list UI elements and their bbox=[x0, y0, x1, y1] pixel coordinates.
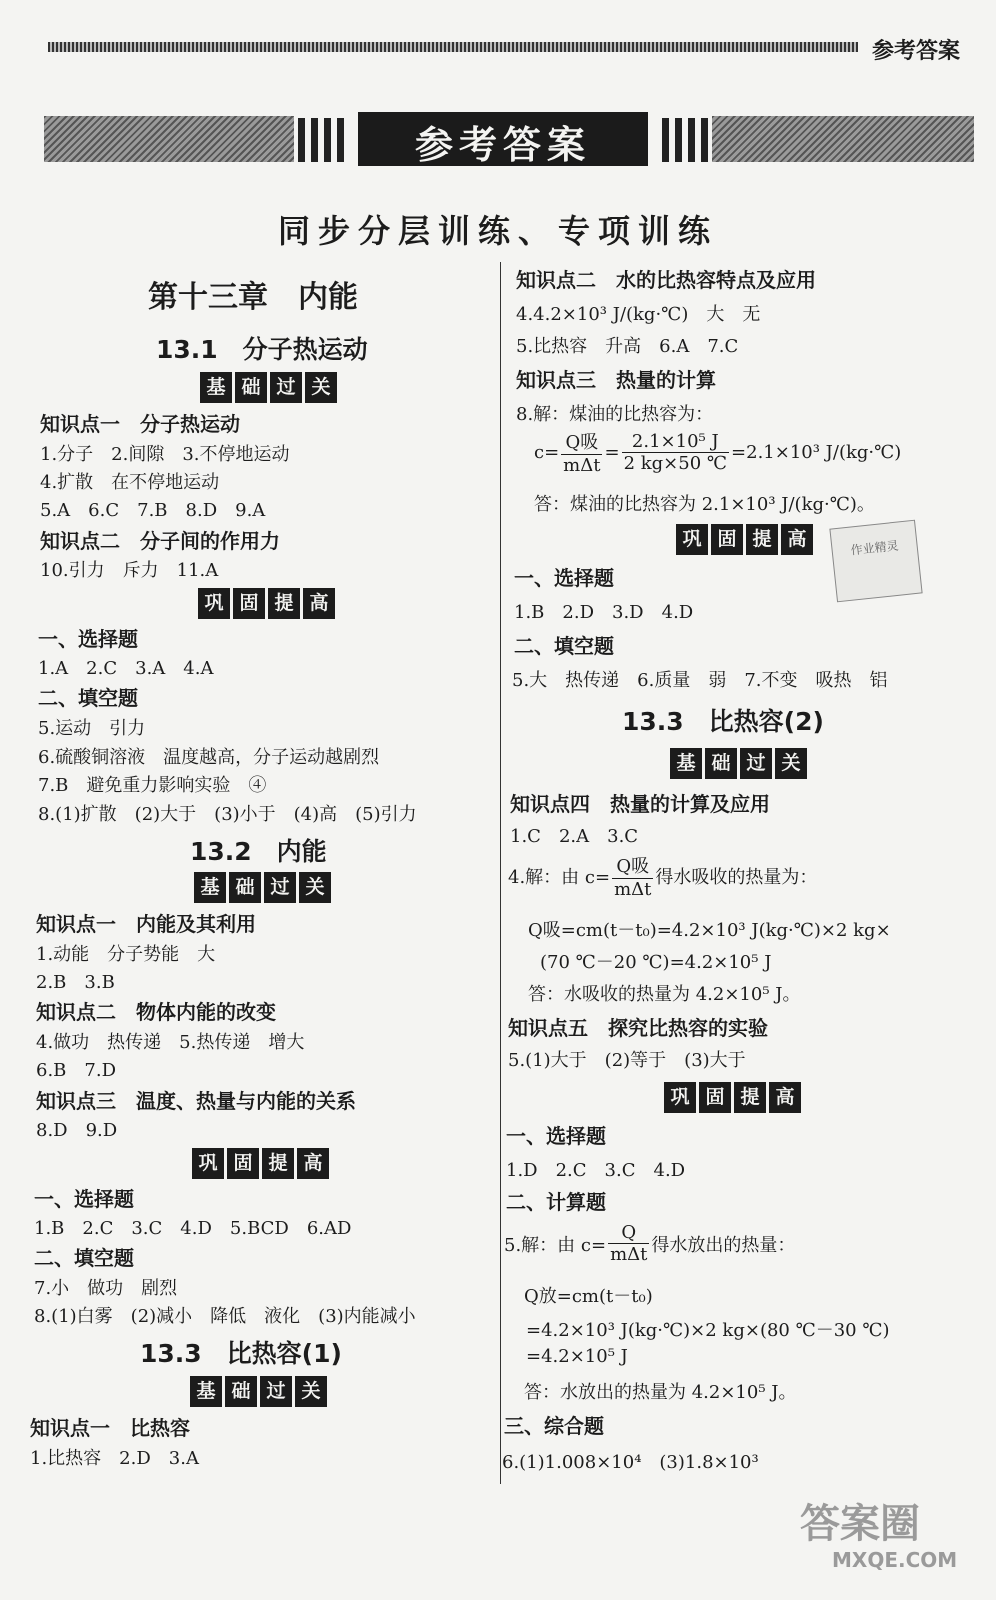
tag-char: 础 bbox=[235, 372, 267, 403]
formula-line bbox=[508, 852, 817, 900]
tag-char: 过 bbox=[264, 872, 296, 903]
denominator: mΔt bbox=[610, 1244, 648, 1265]
question-type: 三、综合题 bbox=[504, 1414, 604, 1438]
tag-char: 巩 bbox=[676, 524, 708, 555]
denominator: mΔt bbox=[614, 879, 652, 900]
answer-line: 8.解：煤油的比热容为： bbox=[516, 404, 714, 425]
running-title: 参考答案 bbox=[872, 39, 961, 64]
question-type: 二、填空题 bbox=[34, 1246, 134, 1270]
knowledge-point: 知识点二 水的比热容特点及应用 bbox=[516, 268, 816, 292]
tag-char: 高 bbox=[303, 588, 335, 619]
tag-basic bbox=[194, 872, 331, 903]
page-subtitle: 同步分层训练、专项训练 bbox=[277, 212, 718, 250]
answer-line: 答：煤油的比热容为 2.1×10³ J/(kg·℃)。 bbox=[534, 494, 875, 515]
tag-char: 础 bbox=[705, 748, 737, 779]
tag-char: 提 bbox=[262, 1148, 294, 1179]
tag-char: 础 bbox=[225, 1376, 257, 1407]
answer-line: =4.2×10³ J(kg·℃)×2 kg×(80 ℃－30 ℃) bbox=[526, 1320, 890, 1341]
answer-line: 10.引力 斥力 11.A bbox=[40, 560, 219, 581]
answer-line: 8.D 9.D bbox=[36, 1120, 118, 1141]
answer-line: 6.B 7.D bbox=[36, 1060, 117, 1081]
answer-line: =4.2×10⁵ J bbox=[526, 1346, 628, 1367]
knowledge-point: 知识点二 分子间的作用力 bbox=[40, 529, 280, 553]
answer-line: 5.比热容 升高 6.A 7.C bbox=[516, 336, 739, 357]
formula-line bbox=[534, 428, 901, 476]
tag-char: 固 bbox=[699, 1082, 731, 1113]
banner-pattern-right bbox=[712, 116, 974, 162]
answer-line: 6.(1)1.008×10⁴ (3)1.8×10³ bbox=[502, 1452, 759, 1473]
tag-char: 础 bbox=[229, 872, 261, 903]
knowledge-point: 知识点一 内能及其利用 bbox=[36, 912, 256, 936]
formula-line bbox=[504, 1222, 795, 1265]
tag-char: 过 bbox=[740, 748, 772, 779]
stamp-text: 作业精灵 bbox=[850, 538, 900, 558]
question-type: 一、选择题 bbox=[38, 627, 138, 651]
tag-advance bbox=[192, 1148, 329, 1179]
answer-line: 1.分子 2.间隙 3.不停地运动 bbox=[40, 444, 290, 465]
knowledge-point: 知识点三 热量的计算 bbox=[516, 368, 716, 392]
tag-char: 固 bbox=[233, 588, 265, 619]
knowledge-point: 知识点四 热量的计算及应用 bbox=[510, 792, 770, 816]
formula-text: = bbox=[604, 441, 620, 463]
tag-char: 关 bbox=[299, 872, 331, 903]
answer-line: 4.4.2×10³ J/(kg·℃) 大 无 bbox=[516, 304, 761, 325]
answer-line: (70 ℃－20 ℃)=4.2×10⁵ J bbox=[540, 952, 772, 973]
tag-char: 基 bbox=[670, 748, 702, 779]
chapter-title: 第十三章 内能 bbox=[148, 280, 358, 315]
answer-line: 4.做功 热传递 5.热传递 增大 bbox=[36, 1032, 305, 1053]
tag-advance bbox=[198, 588, 335, 619]
answer-line: 6.硫酸铜溶液 温度越高，分子运动越剧烈 bbox=[38, 747, 380, 768]
answer-line: 1.A 2.C 3.A 4.A bbox=[38, 658, 214, 679]
answer-line: 1.B 2.C 3.C 4.D 5.BCD 6.AD bbox=[34, 1218, 352, 1239]
watermark-logo: 答案圈 bbox=[800, 1501, 920, 1547]
section-13-3-1-title: 13.3 比热容(1) bbox=[140, 1339, 342, 1368]
tag-char: 巩 bbox=[192, 1148, 224, 1179]
header-rule bbox=[48, 42, 858, 52]
banner-bars-left bbox=[298, 118, 344, 162]
knowledge-point: 知识点一 比热容 bbox=[30, 1416, 190, 1440]
answer-line: 1.比热容 2.D 3.A bbox=[30, 1448, 199, 1469]
banner-title: 参考答案 bbox=[414, 123, 591, 167]
tag-char: 高 bbox=[297, 1148, 329, 1179]
answer-line: 2.B 3.B bbox=[36, 972, 115, 993]
question-type: 二、填空题 bbox=[38, 686, 138, 710]
answer-line: 答：水放出的热量为 4.2×10⁵ J。 bbox=[524, 1382, 797, 1403]
numerator: Q吸 bbox=[561, 428, 602, 455]
fraction bbox=[608, 1222, 649, 1265]
tag-char: 巩 bbox=[198, 588, 230, 619]
section-13-3-2-title: 13.3 比热容(2) bbox=[622, 707, 824, 736]
tag-char: 关 bbox=[305, 372, 337, 403]
denominator: mΔt bbox=[563, 455, 601, 476]
numerator: Q bbox=[608, 1222, 649, 1244]
tag-char: 过 bbox=[260, 1376, 292, 1407]
formula-text: 得水放出的热量： bbox=[651, 1234, 796, 1256]
answer-line: 5.A 6.C 7.B 8.D 9.A bbox=[40, 500, 266, 521]
tag-char: 高 bbox=[769, 1082, 801, 1113]
answer-line: 4.扩散 在不停地运动 bbox=[40, 472, 220, 493]
tag-char: 关 bbox=[295, 1376, 327, 1407]
answer-line: 8.(1)白雾 (2)减小 降低 液化 (3)内能减小 bbox=[34, 1306, 416, 1327]
tag-char: 基 bbox=[200, 372, 232, 403]
tag-advance bbox=[676, 524, 813, 555]
tag-char: 高 bbox=[781, 524, 813, 555]
question-type: 一、选择题 bbox=[34, 1187, 134, 1211]
knowledge-point: 知识点三 温度、热量与内能的关系 bbox=[36, 1089, 356, 1113]
tag-char: 固 bbox=[227, 1148, 259, 1179]
tag-char: 过 bbox=[270, 372, 302, 403]
tag-basic bbox=[190, 1376, 327, 1407]
answer-line: 7.小 做功 剧烈 bbox=[34, 1278, 178, 1299]
question-type: 二、计算题 bbox=[506, 1190, 606, 1214]
tag-advance bbox=[664, 1082, 801, 1113]
denominator: 2 kg×50 ℃ bbox=[623, 452, 728, 474]
tag-basic bbox=[670, 748, 807, 779]
formula-text: c= bbox=[534, 441, 560, 463]
tag-char: 固 bbox=[711, 524, 743, 555]
numerator: Q吸 bbox=[612, 852, 653, 879]
answer-line: 1.C 2.A 3.C bbox=[510, 826, 639, 847]
question-type: 二、填空题 bbox=[514, 634, 614, 658]
section-13-2-title: 13.2 内能 bbox=[190, 837, 327, 866]
answer-line: Q吸=cm(t－t₀)=4.2×10³ J(kg·℃)×2 kg× bbox=[528, 920, 891, 941]
fraction bbox=[612, 852, 653, 900]
formula-text: 5.解：由 c= bbox=[504, 1234, 607, 1256]
knowledge-point: 知识点二 物体内能的改变 bbox=[36, 1000, 276, 1024]
tag-char: 提 bbox=[734, 1082, 766, 1113]
column-divider bbox=[500, 262, 501, 1484]
tag-char: 提 bbox=[268, 588, 300, 619]
question-type: 一、选择题 bbox=[506, 1124, 606, 1148]
knowledge-point: 知识点五 探究比热容的实验 bbox=[508, 1016, 768, 1040]
tag-char: 提 bbox=[746, 524, 778, 555]
answer-line: 答：水吸收的热量为 4.2×10⁵ J。 bbox=[528, 984, 801, 1005]
tag-char: 基 bbox=[190, 1376, 222, 1407]
numerator: 2.1×10⁵ J bbox=[622, 431, 729, 453]
formula-text: 4.解：由 c= bbox=[508, 867, 611, 888]
answer-line: 1.B 2.D 3.D 4.D bbox=[514, 602, 694, 623]
answer-line: 1.动能 分子势能 大 bbox=[36, 944, 216, 965]
answer-line: 5.(1)大于 (2)等于 (3)大于 bbox=[508, 1050, 746, 1071]
answer-line: 5.大 热传递 6.质量 弱 7.不变 吸热 铝 bbox=[512, 670, 888, 691]
answer-line: 8.(1)扩散 (2)大于 (3)小于 (4)高 (5)引力 bbox=[38, 804, 417, 825]
fraction bbox=[561, 428, 602, 476]
question-type: 一、选择题 bbox=[514, 566, 614, 590]
formula-text: 得水吸收的热量为： bbox=[655, 867, 818, 888]
tag-char: 关 bbox=[775, 748, 807, 779]
tag-char: 基 bbox=[194, 872, 226, 903]
fraction bbox=[622, 431, 729, 474]
section-13-1-title: 13.1 分子热运动 bbox=[156, 335, 368, 364]
answer-line: 1.D 2.C 3.C 4.D bbox=[506, 1160, 686, 1181]
tag-char: 巩 bbox=[664, 1082, 696, 1113]
answer-line: 5.运动 引力 bbox=[38, 718, 146, 739]
banner-pattern-left bbox=[44, 116, 294, 162]
stamp-image bbox=[829, 520, 922, 603]
answer-line: 7.B 避免重力影响实验 ④ bbox=[38, 775, 267, 796]
knowledge-point: 知识点一 分子热运动 bbox=[40, 412, 240, 436]
answer-line: Q放=cm(t－t₀) bbox=[524, 1286, 653, 1307]
formula-text: =2.1×10³ J/(kg·℃) bbox=[731, 441, 902, 463]
watermark-url: MXQE.COM bbox=[832, 1548, 958, 1572]
banner-bars-right bbox=[662, 118, 708, 162]
tag-basic bbox=[200, 372, 337, 403]
